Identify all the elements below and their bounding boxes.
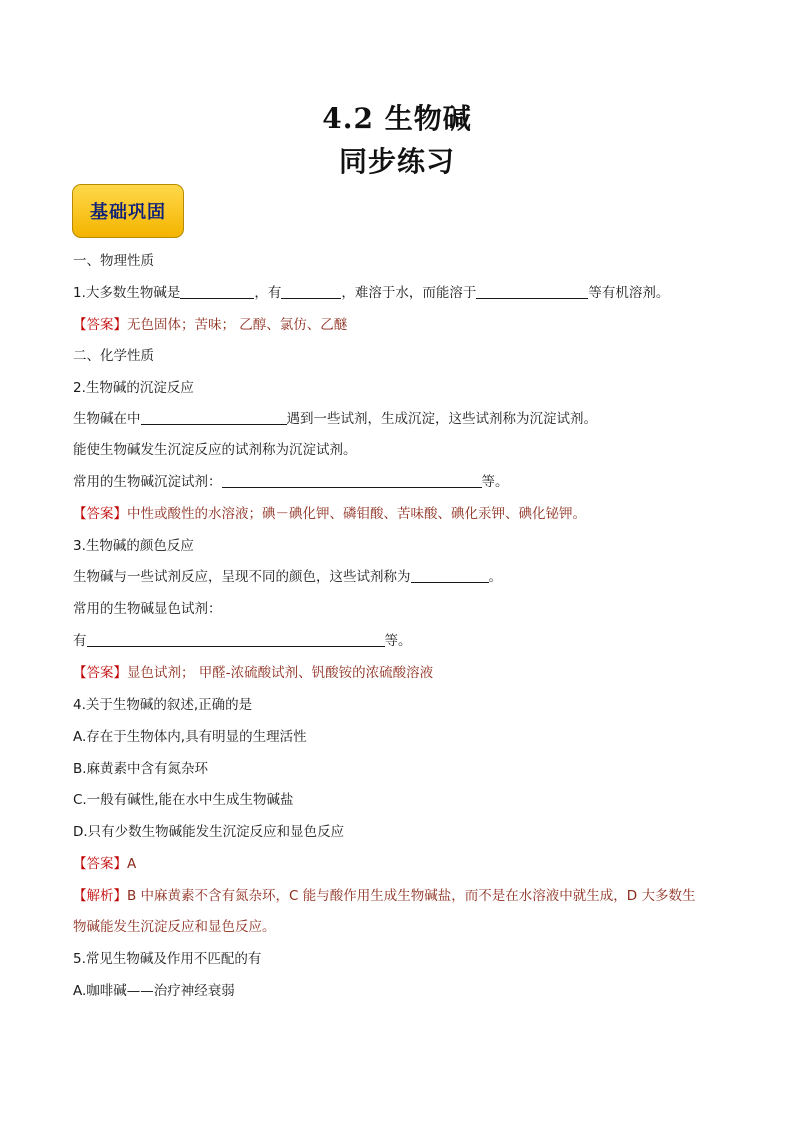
answer-4 <box>73 855 136 873</box>
q3-heading: 3.生物碱的颜色反应 <box>73 538 194 554</box>
q1-blank-2 <box>281 285 341 299</box>
doc-title-line2: 同步练习 <box>338 145 455 178</box>
q1-text-b: ，有 <box>254 285 282 301</box>
q2-l1-text-b: 遇到一些试剂，生成沉淀，这些试剂称为沉淀试剂。 <box>286 411 597 427</box>
section-heading-physical: 一、物理性质 <box>73 253 154 269</box>
answer-1 <box>73 316 347 334</box>
answer-2-tag: 【答案】 <box>73 506 127 522</box>
answer-2-text: 中性或酸性的水溶液；碘－碘化钾、磷钼酸、苦味酸、碘化汞钾、碘化铋钾。 <box>127 506 586 522</box>
question-1 <box>73 284 669 302</box>
answer-4-tag: 【答案】 <box>73 856 127 872</box>
answer-1-text: 无色固体；苦味； 乙醇、氯仿、乙醚 <box>127 317 348 333</box>
q3-l3-text-b: 等。 <box>384 633 412 649</box>
explanation-4-line-2: 物碱能发生沉淀反应和显色反应。 <box>73 919 276 935</box>
q3-line-2: 常用的生物碱显色试剂： <box>73 601 222 617</box>
q5-heading: 5.常见生物碱及作用不匹配的有 <box>73 951 262 967</box>
answer-2 <box>73 505 586 523</box>
q3-blank-2 <box>87 633 385 647</box>
q4-option-c: C.一般有碱性,能在水中生成生物碱盐 <box>73 792 294 808</box>
answer-3-tag: 【答案】 <box>73 665 127 681</box>
answer-3 <box>73 664 433 682</box>
q3-l3-text-a: 有 <box>73 633 87 649</box>
section-badge <box>72 184 184 238</box>
q2-line-3 <box>73 473 509 491</box>
q2-l3-text-a: 常用的生物碱沉淀试剂： <box>73 474 222 490</box>
q3-l1-text-b: 。 <box>488 569 502 585</box>
q3-blank-1 <box>411 569 489 583</box>
section-badge-label: 基础巩固 <box>90 202 166 223</box>
q3-line-3 <box>73 632 412 650</box>
q1-blank-1 <box>180 285 254 299</box>
q2-line-2: 能使生物碱发生沉淀反应的试剂称为沉淀试剂。 <box>73 442 357 458</box>
q1-text-d: 等有机溶剂。 <box>588 285 670 301</box>
q4-option-d: D.只有少数生物碱能发生沉淀反应和显色反应 <box>73 824 345 840</box>
q1-text-a: 1.大多数生物碱是 <box>73 285 181 301</box>
doc-title-line1: 4.2 生物碱 <box>322 102 472 135</box>
q2-blank-2 <box>222 474 482 488</box>
q3-line-1 <box>73 568 502 586</box>
answer-3-text: 显色试剂； 甲醛-浓硫酸试剂、钒酸铵的浓硫酸溶液 <box>127 665 434 681</box>
explanation-4-line-1 <box>73 887 695 905</box>
section-heading-chemical: 二、化学性质 <box>73 348 154 364</box>
q5-option-a: A.咖啡碱——治疗神经衰弱 <box>73 983 235 999</box>
answer-1-tag: 【答案】 <box>73 317 127 333</box>
q4-option-b: B.麻黄素中含有氮杂环 <box>73 761 209 777</box>
q2-l3-text-b: 等。 <box>481 474 509 490</box>
q4-option-a: A.存在于生物体内,具有明显的生理活性 <box>73 729 307 745</box>
q2-l1-text-a: 生物碱在中 <box>73 411 141 427</box>
q1-text-c: ，难溶于水，而能溶于 <box>341 285 477 301</box>
answer-4-text: A <box>127 856 137 872</box>
explanation-4-text-1: B 中麻黄素不含有氮杂环，C 能与酸作用生成生物碱盐，而不是在水溶液中就生成，D 大多数生 <box>127 888 696 904</box>
q2-blank-1 <box>141 411 287 425</box>
q2-line-1 <box>73 410 597 428</box>
q2-heading: 2.生物碱的沉淀反应 <box>73 380 194 396</box>
q4-heading: 4.关于生物碱的叙述,正确的是 <box>73 697 253 713</box>
q1-blank-3 <box>476 285 588 299</box>
explanation-4-tag: 【解析】 <box>73 888 127 904</box>
q3-l1-text-a: 生物碱与一些试剂反应，呈现不同的颜色，这些试剂称为 <box>73 569 411 585</box>
